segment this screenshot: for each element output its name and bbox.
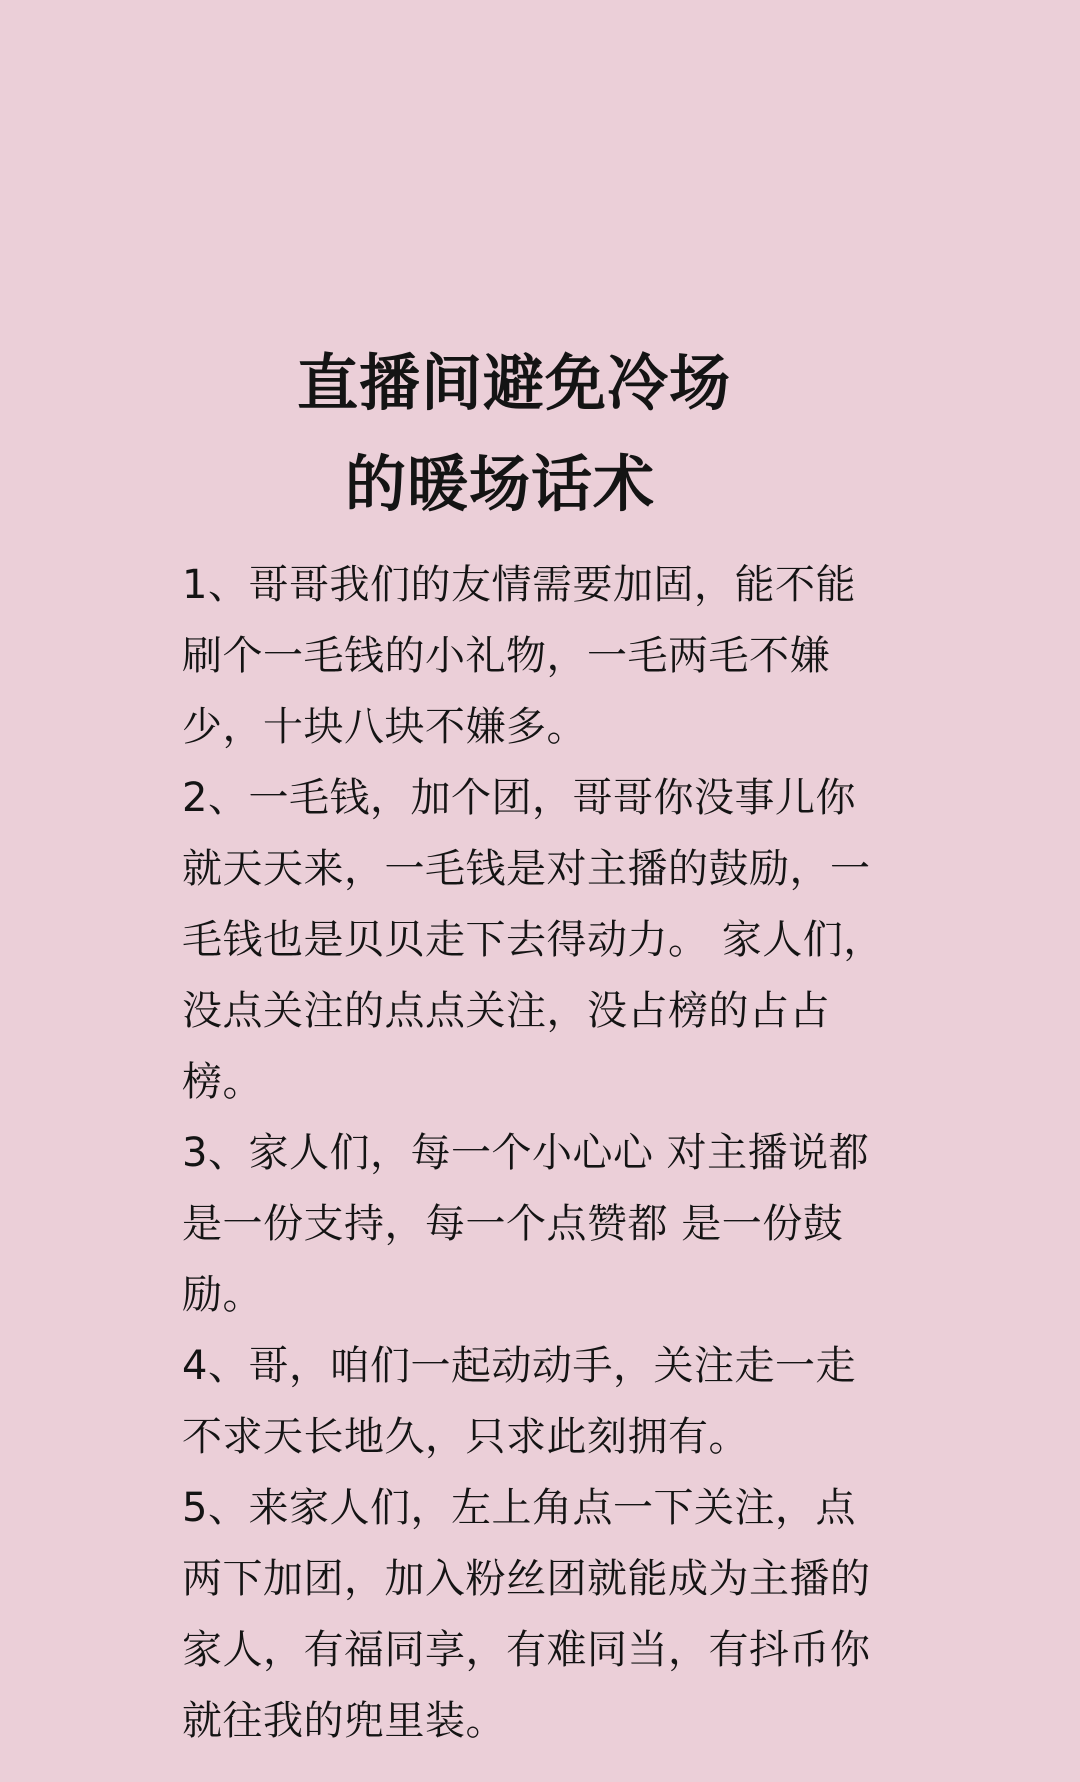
list-item-line: 1、哥哥我们的友情需要加固，能不能: [182, 562, 856, 608]
list-item-line: 就天天来，一毛钱是对主播的鼓励，一: [182, 846, 871, 892]
list-item-line: 榜。: [182, 1059, 263, 1105]
list-item-line: 刷个一毛钱的小礼物，一毛两毛不嫌: [182, 633, 830, 679]
list-item: [182, 550, 882, 763]
list-item: [182, 1331, 882, 1473]
page-title-line-2: 的暖场话术: [344, 449, 655, 520]
list-item-line: 家人，有福同享，有难同当，有抖币你: [182, 1627, 871, 1673]
list-item-line: 2、一毛钱，加个团，哥哥你没事儿你: [182, 775, 856, 821]
list-item-line: 毛钱也是贝贝走下去得动力。 家人们，: [182, 917, 884, 963]
list-item-line: 少，十块八块不嫌多。: [182, 704, 587, 750]
list-item-line: 4、哥，咱们一起动动手，关注走一走: [182, 1343, 856, 1389]
list-item-line: 励。: [182, 1272, 263, 1318]
page-title-line-1: 直播间避免冷场: [296, 348, 731, 419]
list-item-line: 3、家人们，每一个小心心 对主播说都: [182, 1130, 870, 1176]
list-item-line: 没点关注的点点关注，没占榜的占占: [182, 988, 830, 1034]
script-list: [182, 550, 882, 1757]
list-item-line: 不求天长地久，只求此刻拥有。: [182, 1414, 749, 1460]
list-item: [182, 763, 882, 1118]
list-item-line: 就往我的兜里装。: [182, 1698, 506, 1744]
list-item-line: 两下加团，加入粉丝团就能成为主播的: [182, 1556, 871, 1602]
list-item: [182, 1473, 882, 1757]
list-item-line: 5、来家人们，左上角点一下关注，点: [182, 1485, 856, 1531]
list-item: [182, 1118, 882, 1331]
list-item-line: 是一份支持，每一个点赞都 是一份鼓: [182, 1201, 844, 1247]
